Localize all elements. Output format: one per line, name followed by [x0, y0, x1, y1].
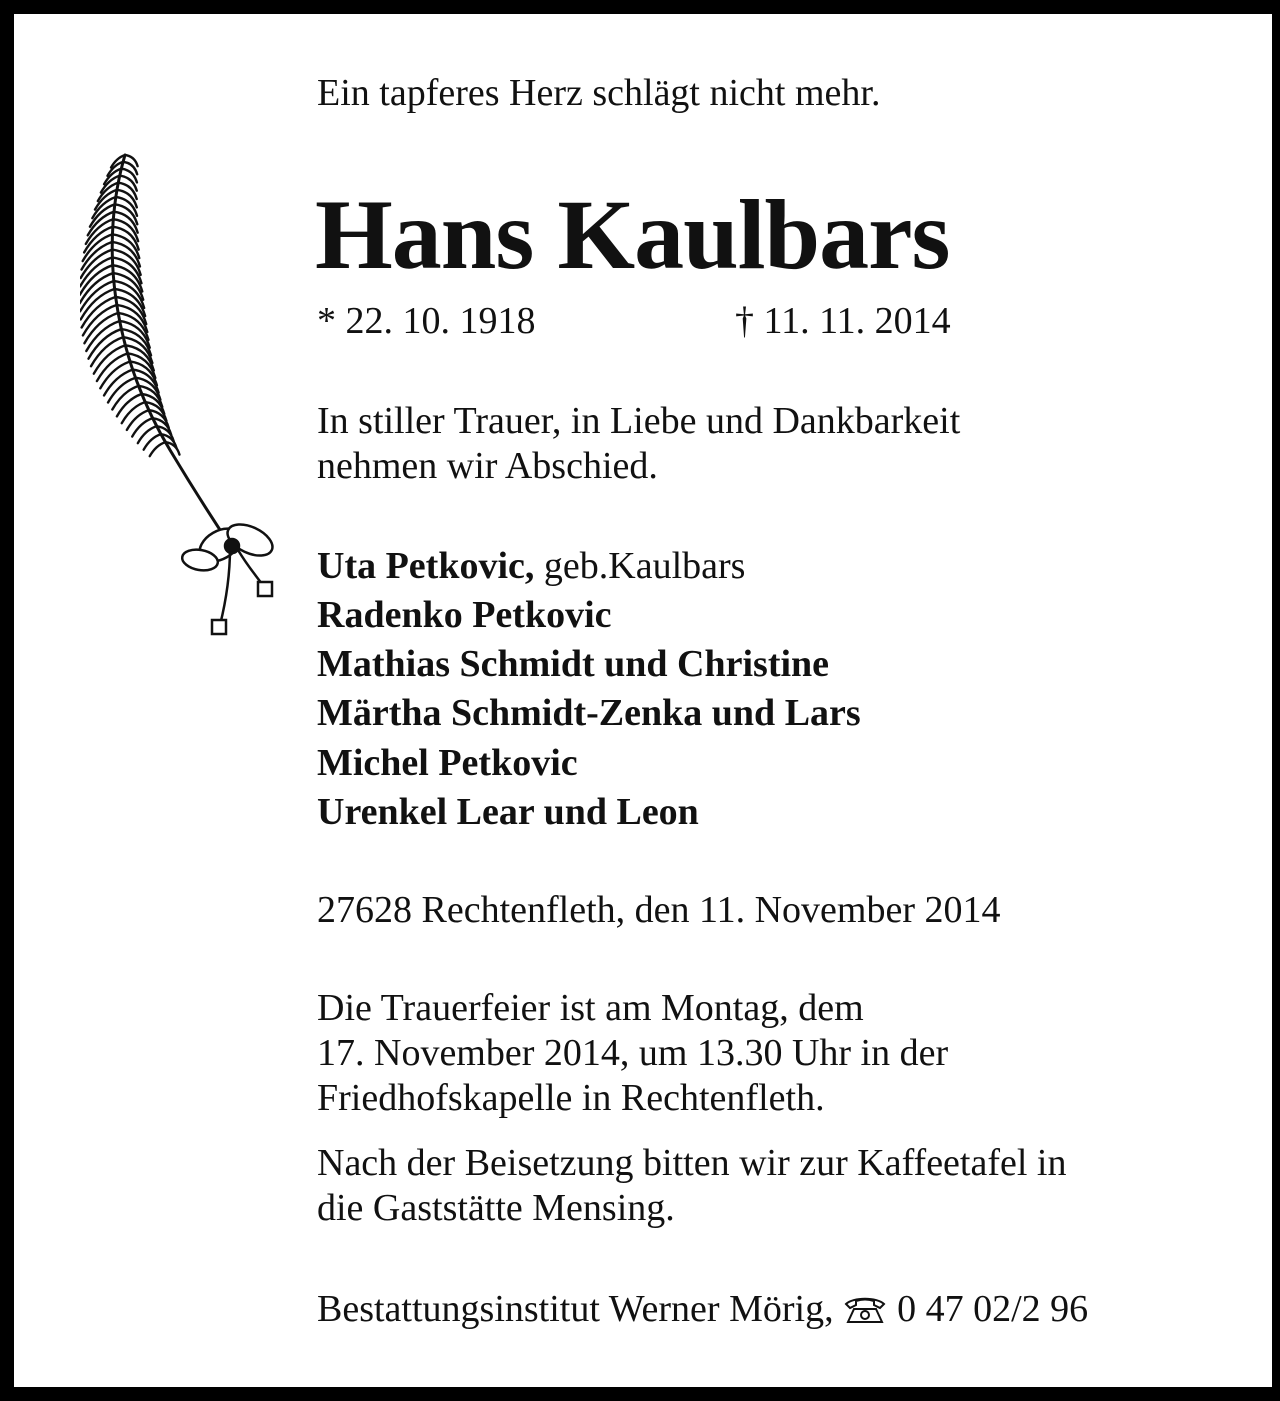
reception-line-1: Nach der Beisetzung bitten wir zur Kaffeetafel in: [317, 1142, 1067, 1184]
mourner-name: Märtha Schmidt-Zenka und Lars: [317, 692, 861, 734]
birth-date: * 22. 10. 1918: [317, 300, 536, 342]
death-date: † 11. 11. 2014: [735, 300, 951, 342]
frond-leaf: [91, 337, 123, 366]
mourner-name: Mathias Schmidt und Christine: [317, 643, 830, 685]
mourner-name: Uta Petkovic,: [317, 545, 535, 587]
mourner-name: Michel Petkovic: [317, 742, 578, 784]
funeral-line-2: 17. November 2014, um 13.30 Uhr in der: [317, 1032, 949, 1074]
funeral-line-3: Friedhofskapelle in Rechtenfleth.: [317, 1077, 825, 1119]
frond-leaf: [100, 361, 130, 388]
deceased-name: Hans Kaulbars: [315, 179, 950, 290]
mourning-line-1: In stiller Trauer, in Liebe und Dankbarkeit: [317, 400, 961, 442]
frond-leaf: [132, 418, 152, 436]
funeral-line-1: Die Trauerfeier ist am Montag, dem: [317, 987, 864, 1029]
frond-leaf: [138, 426, 157, 443]
mourner-entry: [317, 543, 745, 589]
mourner-name: Radenko Petkovic: [317, 594, 612, 636]
telephone-icon: [843, 1295, 887, 1325]
motto: Ein tapferes Herz schlägt nicht mehr.: [317, 72, 881, 114]
place-date: 27628 Rechtenfleth, den 11. November 2014: [317, 889, 1001, 931]
phone-number: 0 47 02/2 96: [897, 1288, 1089, 1330]
undertaker-line: [317, 1286, 1088, 1332]
mourner-suffix: geb.Kaulbars: [534, 545, 746, 587]
frond-leaf: [150, 442, 166, 456]
mourning-line-2: nehmen wir Abschied.: [317, 445, 658, 487]
frond-leaf: [86, 321, 119, 351]
frond-leaf: [88, 329, 121, 359]
reception-line-2: die Gaststätte Mensing.: [317, 1187, 675, 1229]
palm-frond-icon: [80, 150, 290, 645]
frond-leaf: [94, 345, 126, 373]
mourner-name: Urenkel Lear und Leon: [317, 791, 699, 833]
undertaker-name: Bestattungsinstitut Werner Mörig,: [317, 1288, 834, 1330]
frond-leaf: [97, 353, 128, 381]
